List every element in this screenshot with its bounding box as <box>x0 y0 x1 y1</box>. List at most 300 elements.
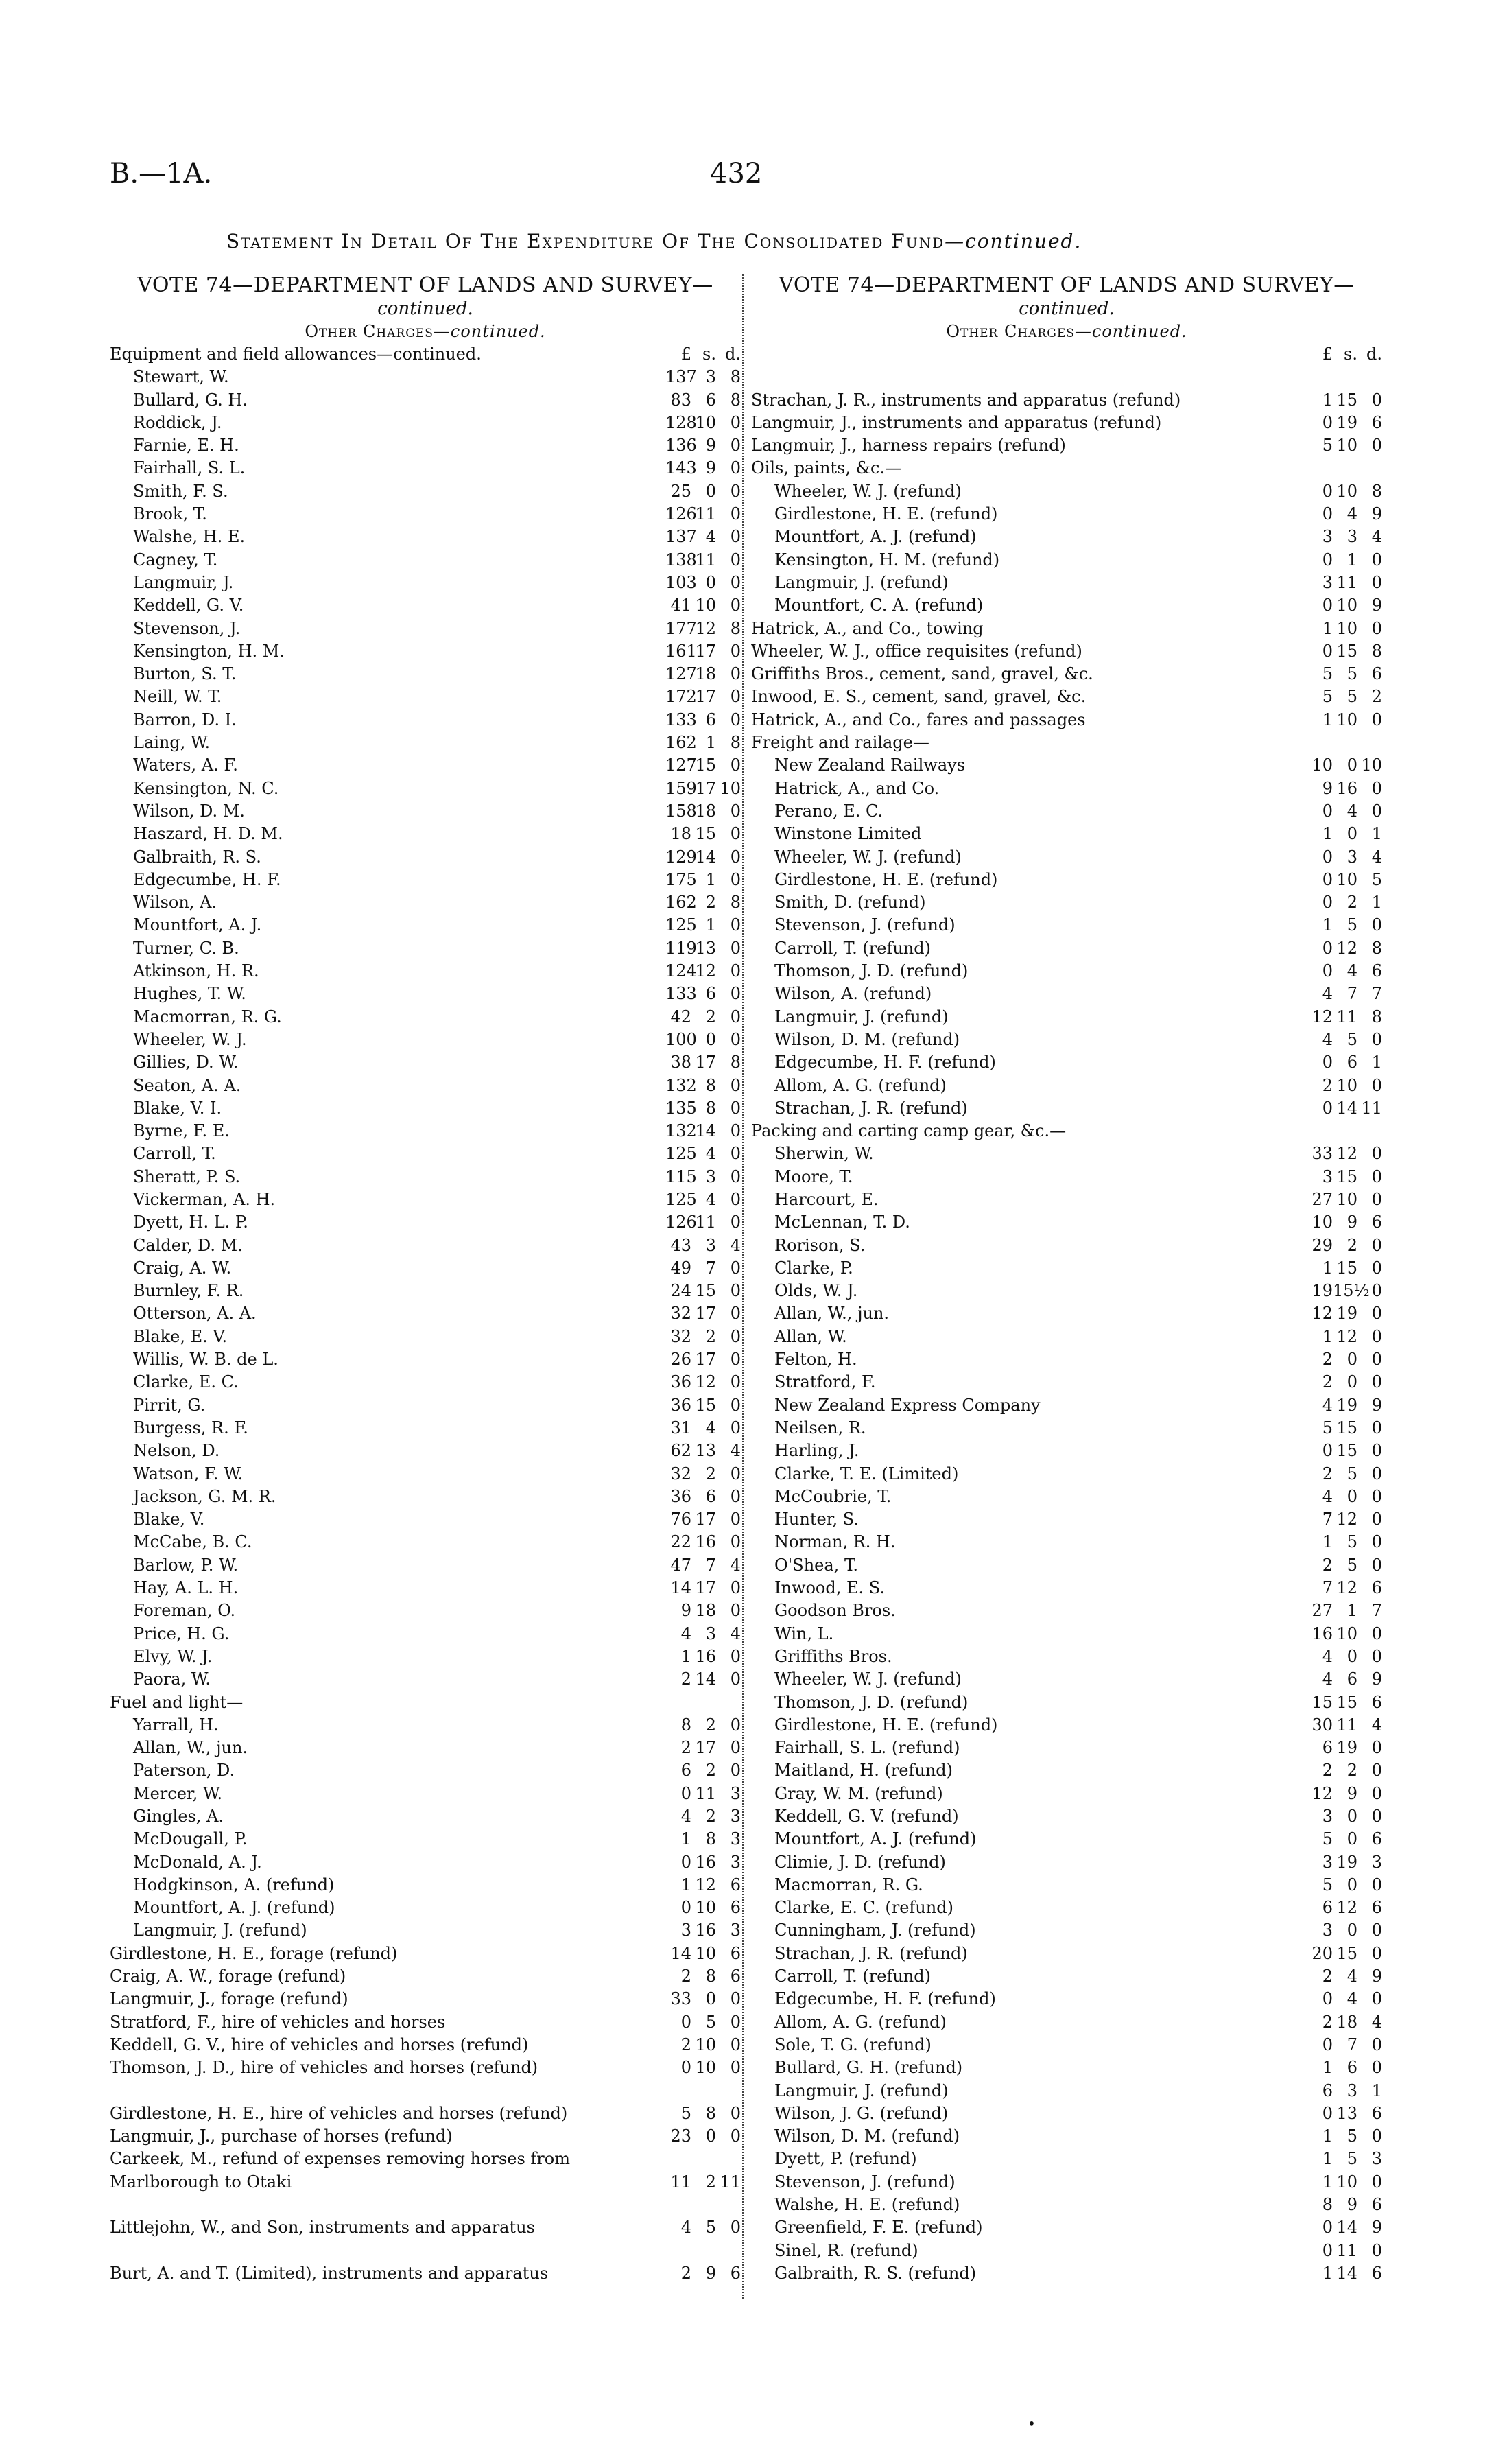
shillings-value: 11 <box>1336 572 1357 592</box>
pounds-value: 3 <box>1322 1166 1333 1186</box>
pence-value: 0 <box>1371 1441 1382 1461</box>
pence-value: 0 <box>1371 1350 1382 1370</box>
pounds-value: 6 <box>1322 1738 1333 1758</box>
pounds-value: 3 <box>1322 1852 1333 1872</box>
ledger-row <box>110 1166 741 1188</box>
pence-value: 0 <box>730 1646 741 1666</box>
shillings-value: 17 <box>695 778 716 798</box>
pounds-value: 162 <box>665 733 697 753</box>
ledger-row <box>751 1166 1382 1188</box>
pounds-value: 4 <box>680 1807 691 1826</box>
shillings-value: 0 <box>705 481 716 501</box>
pence-value: 0 <box>730 938 741 958</box>
pence-value: 9 <box>1371 1669 1382 1689</box>
ledger-row <box>751 1828 1382 1851</box>
other-charges-label: Other Charges <box>305 322 434 341</box>
row-text: Langmuir, J. <box>133 572 234 592</box>
row-amount <box>665 731 741 754</box>
row-amount <box>1307 1486 1382 1508</box>
row-amount <box>665 1737 741 1759</box>
ledger-row <box>751 1463 1382 1486</box>
shillings-value: 4 <box>705 527 716 547</box>
pounds-value: 0 <box>1322 1989 1333 2009</box>
shillings-value: 12 <box>1336 938 1357 958</box>
pounds-value: 76 <box>670 1510 691 1529</box>
ledger-row <box>110 1828 741 1851</box>
pounds-value: 0 <box>1322 869 1333 889</box>
row-text: Strachan, J. R. (refund) <box>774 1098 968 1118</box>
shillings-value: 0 <box>705 1029 716 1049</box>
ledger-row <box>751 526 1382 548</box>
row-text: McDougall, P. <box>133 1829 248 1849</box>
shillings-value: 11 <box>1336 1007 1357 1026</box>
pence-value: 0 <box>730 801 741 821</box>
row-amount <box>1307 2262 1382 2285</box>
row-text: Littlejohn, W., and Son, instruments and apparatus <box>110 2218 535 2238</box>
row-text: Norman, R. H. <box>774 1532 896 1552</box>
row-amount <box>1307 1965 1382 1988</box>
pence-value: 6 <box>1371 2103 1382 2123</box>
pounds-value: 3 <box>1322 1921 1333 1940</box>
pounds-value: 128 <box>665 412 697 432</box>
pence-value: 0 <box>730 1510 741 1529</box>
row-amount <box>665 846 741 869</box>
pence-value: 6 <box>1371 412 1382 432</box>
shillings-value: 10 <box>695 2058 716 2078</box>
row-amount <box>665 1394 741 1417</box>
row-text: Dyett, P. (refund) <box>774 2149 917 2169</box>
row-amount <box>1307 2171 1382 2194</box>
ledger-row <box>751 457 1382 480</box>
ledger-row <box>751 1508 1382 1531</box>
pence-value: 0 <box>730 1075 741 1095</box>
pence-value: 1 <box>1371 1053 1382 1072</box>
row-text: Dyett, H. L. P. <box>133 1212 248 1232</box>
pounds-value: 135 <box>665 1098 697 1118</box>
column-divider <box>742 274 744 2299</box>
row-amount <box>1307 709 1382 731</box>
pence-value: 0 <box>1371 778 1382 798</box>
row-amount <box>1307 1211 1382 1234</box>
pence-value: 1 <box>1371 893 1382 913</box>
pence-value: 1 <box>1371 824 1382 844</box>
pounds-value: 2 <box>680 1669 691 1689</box>
shillings-value: 10 <box>695 2034 716 2054</box>
pounds-value: 11 <box>670 2172 691 2192</box>
ledger-row <box>751 1280 1382 1302</box>
ledger-row <box>110 1531 741 1553</box>
pence-value: 4 <box>1371 1715 1382 1735</box>
shillings-value: 6 <box>705 709 716 729</box>
shillings-value: 4 <box>1346 801 1357 821</box>
shillings-value: 4 <box>705 1418 716 1438</box>
shillings-value: 15½ <box>1333 1281 1370 1301</box>
pounds-value: 5 <box>1322 664 1333 684</box>
ledger-row <box>751 412 1382 434</box>
ledger-row <box>110 1234 741 1257</box>
ledger-row <box>110 1142 741 1165</box>
pounds-value: 1 <box>1322 2263 1333 2283</box>
pounds-value: 4 <box>680 1623 691 1643</box>
row-text: Craig, A. W., forage (refund) <box>110 1967 346 1986</box>
row-text: Inwood, E. S., cement, sand, gravel, &c. <box>751 687 1087 707</box>
shillings-value: 17 <box>695 1738 716 1758</box>
pounds-value: 32 <box>670 1326 691 1346</box>
row-text: Blake, V. <box>133 1510 205 1529</box>
row-text: Clarke, E. C. (refund) <box>774 1898 953 1918</box>
pounds-value: 27 <box>1312 1601 1333 1621</box>
shillings-value: 9 <box>705 436 716 456</box>
ledger-row <box>110 1097 741 1120</box>
row-text: Maitland, H. (refund) <box>774 1761 953 1781</box>
pence-value: 3 <box>730 1783 741 1803</box>
row-amount <box>1307 1463 1382 1486</box>
shillings-value: 15 <box>1336 1418 1357 1438</box>
row-text: Oils, paints, &c.— <box>751 458 902 478</box>
shillings-value: 12 <box>1336 1510 1357 1529</box>
row-amount <box>665 2125 741 2148</box>
ledger-row <box>110 685 741 708</box>
pence-value: 0 <box>730 572 741 592</box>
ledger-row <box>110 983 741 1005</box>
shillings-value: 12 <box>695 961 716 981</box>
pounds-value: 125 <box>665 1189 697 1209</box>
pounds-value: 6 <box>1322 2080 1333 2100</box>
pence-value: 0 <box>730 1098 741 1118</box>
row-text: Langmuir, J., purchase of horses (refund) <box>110 2126 453 2146</box>
row-amount <box>665 457 741 480</box>
shillings-value: 5 <box>1346 687 1357 707</box>
pounds-value: 0 <box>1322 801 1333 821</box>
row-amount <box>1307 1417 1382 1440</box>
row-amount <box>665 1554 741 1577</box>
row-text: Hatrick, A., and Co., fares and passages <box>751 709 1086 729</box>
row-text: Fuel and light— <box>110 1692 244 1712</box>
ledger-row <box>751 2102 1382 2125</box>
row-text: Walshe, H. E. <box>133 527 246 547</box>
row-text: Hatrick, A., and Co. <box>774 778 940 798</box>
row-amount <box>1307 1759 1382 1782</box>
shillings-value: 15 <box>1336 1166 1357 1186</box>
pounds-value: 137 <box>665 367 697 387</box>
pence-value: 6 <box>1371 1898 1382 1918</box>
row-text: Vickerman, A. H. <box>133 1189 276 1209</box>
pounds-value: 0 <box>1322 412 1333 432</box>
row-text: Allan, W. <box>774 1326 847 1346</box>
pounds-value: 24 <box>670 1281 691 1301</box>
ledger-row <box>751 2171 1382 2194</box>
row-amount <box>1307 1714 1382 1737</box>
row-amount <box>665 618 741 640</box>
row-text: Thomson, J. D., hire of vehicles and horses (refund) <box>110 2058 538 2078</box>
pounds-value: 0 <box>680 2058 691 2078</box>
pence-value: 0 <box>730 1281 741 1301</box>
row-amount <box>1307 1440 1382 1462</box>
shillings-value: 3 <box>1346 527 1357 547</box>
pounds-value: 31 <box>670 1418 691 1438</box>
row-text: Barlow, P. W. <box>133 1555 239 1575</box>
ledger-row <box>110 412 741 434</box>
ledger-row <box>110 1805 741 1828</box>
pence-value: 3 <box>730 1921 741 1940</box>
pounds-value: 4 <box>1322 1669 1333 1689</box>
row-text: Bullard, G. H. (refund) <box>774 2058 963 2078</box>
row-amount <box>1307 1166 1382 1188</box>
pence-value: 0 <box>1371 1144 1382 1164</box>
pounds-value: 5 <box>680 2103 691 2123</box>
shillings-value: 15 <box>695 824 716 844</box>
statement-title-continued: —continued. <box>945 230 1082 253</box>
ledger-row <box>751 434 1382 457</box>
pence-value: 0 <box>1371 572 1382 592</box>
row-amount <box>1307 2034 1382 2056</box>
pounds-value: 10 <box>1312 755 1333 775</box>
pence-value: 0 <box>730 1418 741 1438</box>
shillings-value: 2 <box>705 1326 716 1346</box>
ledger-row <box>751 549 1382 572</box>
pence-value: 0 <box>1371 618 1382 638</box>
shillings-value: 9 <box>1346 1212 1357 1232</box>
pence-value: 0 <box>730 1989 741 2009</box>
row-amount <box>665 2034 741 2056</box>
row-amount <box>1307 594 1382 617</box>
pence-value: 0 <box>730 1212 741 1232</box>
shillings-value: 5 <box>1346 2126 1357 2146</box>
pounds-value: 2 <box>680 1738 691 1758</box>
pence-value: 0 <box>730 687 741 707</box>
row-text: McLennan, T. D. <box>774 1212 910 1232</box>
row-text: McCoubrie, T. <box>774 1486 892 1506</box>
ledger-row <box>110 800 741 823</box>
row-amount <box>665 2056 741 2079</box>
pence-value: 0 <box>730 2103 741 2123</box>
row-text: Otterson, A. A. <box>133 1304 257 1324</box>
pounds-value: 2 <box>1322 1555 1333 1575</box>
pounds-value: 3 <box>1322 572 1333 592</box>
currency-units <box>1307 343 1382 366</box>
shillings-value: 17 <box>695 641 716 661</box>
pence-value: 0 <box>730 824 741 844</box>
row-text: Winstone Limited <box>774 824 922 844</box>
row-text: Waters, A. F. <box>133 755 238 775</box>
pounds-value: 2 <box>1322 1761 1333 1781</box>
pounds-value: 1 <box>1322 1532 1333 1552</box>
ledger-row <box>751 1851 1382 1874</box>
pounds-value: 103 <box>665 572 697 592</box>
ledger-row <box>110 1599 741 1622</box>
pounds-value: 10 <box>1312 1212 1333 1232</box>
row-amount <box>1307 572 1382 594</box>
pounds-value: 0 <box>1322 550 1333 570</box>
row-text: Walshe, H. E. (refund) <box>774 2195 960 2215</box>
pounds-value: 15 <box>1312 1692 1333 1712</box>
shillings-value: 12 <box>1336 1144 1357 1164</box>
pence-value: 6 <box>730 2263 741 2283</box>
ledger-row <box>751 503 1382 526</box>
row-amount <box>1307 1234 1382 1257</box>
pence-value: 0 <box>1371 1783 1382 1803</box>
ledger-row <box>751 731 1382 754</box>
shillings-value: 0 <box>705 572 716 592</box>
ledger-row <box>110 914 741 937</box>
pounds-value: 127 <box>665 664 697 684</box>
pence-value: 0 <box>730 1395 741 1415</box>
ledger-row <box>110 389 741 412</box>
pounds-value: 1 <box>1322 390 1333 410</box>
pence-value: 0 <box>730 504 741 524</box>
pence-value: 0 <box>1371 1464 1382 1483</box>
pence-value: 0 <box>730 915 741 935</box>
row-amount <box>1307 1737 1382 1759</box>
row-text: Fairhall, S. L. (refund) <box>774 1738 960 1758</box>
right-column <box>751 273 1382 2285</box>
shillings-value: 4 <box>1346 504 1357 524</box>
row-amount <box>665 1440 741 1462</box>
pounds-value: 83 <box>670 390 691 410</box>
row-amount <box>1307 846 1382 869</box>
shillings-value: 7 <box>1346 2034 1357 2054</box>
ledger-row <box>110 2148 741 2194</box>
ledger-row <box>751 937 1382 960</box>
row-text: Wilson, D. M. <box>133 801 245 821</box>
ledger-row <box>751 1874 1382 1897</box>
ledger-row <box>110 2240 741 2286</box>
shillings-value: 0 <box>1346 755 1357 775</box>
pounds-value: 49 <box>670 1258 691 1278</box>
pence-value: 0 <box>730 984 741 1004</box>
row-text: Gillies, D. W. <box>133 1053 239 1072</box>
ledger-row <box>110 1029 741 1051</box>
pence-value: 0 <box>730 1578 741 1598</box>
row-text: Clarke, T. E. (Limited) <box>774 1464 959 1483</box>
pence-value: 0 <box>730 596 741 615</box>
row-text: Griffiths Bros., cement, sand, gravel, &c. <box>751 664 1093 684</box>
pence-value: 0 <box>1371 390 1382 410</box>
row-text: McDonald, A. J. <box>133 1852 262 1872</box>
row-text: Win, L. <box>774 1623 834 1643</box>
ledger-row <box>751 1006 1382 1029</box>
shillings-value: 15 <box>1336 1258 1357 1278</box>
pence-value: 0 <box>730 1372 741 1392</box>
row-text: Paterson, D. <box>133 1761 235 1781</box>
row-amount <box>665 983 741 1005</box>
shillings-value: 10 <box>1336 436 1357 456</box>
pounds-value: 7 <box>1322 1510 1333 1529</box>
ledger-row <box>110 1371 741 1394</box>
row-amount <box>1307 1828 1382 1851</box>
shillings-value: 11 <box>695 550 716 570</box>
shillings-value: 2 <box>705 1464 716 1483</box>
shillings-value: 8 <box>705 2103 716 2123</box>
shillings-value: 2 <box>705 893 716 913</box>
ledger-row <box>110 1211 741 1234</box>
ledger-row <box>751 1029 1382 1051</box>
row-amount <box>665 777 741 800</box>
row-text: Climie, J. D. (refund) <box>774 1852 946 1872</box>
shillings-value: 10 <box>1336 1623 1357 1643</box>
shillings-value: 13 <box>695 1441 716 1461</box>
ledger-row <box>751 1737 1382 1759</box>
pence-value: 0 <box>1371 1555 1382 1575</box>
shillings-value: 6 <box>1346 1053 1357 1072</box>
row-amount <box>665 1051 741 1074</box>
row-amount <box>1307 891 1382 914</box>
row-amount <box>665 1280 741 1302</box>
pounds-value: 38 <box>670 1053 691 1072</box>
other-charges-heading <box>751 320 1382 343</box>
row-text: Wheeler, W. J. (refund) <box>774 1669 962 1689</box>
pounds-symbol: £ <box>680 344 691 364</box>
row-text: Clarke, P. <box>774 1258 853 1278</box>
row-amount <box>665 2262 741 2285</box>
pounds-value: 2 <box>680 2034 691 2054</box>
pence-value: 0 <box>730 1601 741 1621</box>
pence-value: 8 <box>730 390 741 410</box>
row-amount <box>665 709 741 731</box>
pence-value: 3 <box>730 1807 741 1826</box>
ledger-row <box>110 1851 741 1874</box>
shillings-value: 16 <box>695 1852 716 1872</box>
shillings-value: 19 <box>1336 1304 1357 1324</box>
pounds-value: 5 <box>1322 1875 1333 1894</box>
row-amount <box>1307 1029 1382 1051</box>
pounds-value: 0 <box>1322 2218 1333 2238</box>
row-amount <box>665 2102 741 2125</box>
row-text: Wilson, A. (refund) <box>774 984 932 1004</box>
row-amount <box>665 366 741 388</box>
row-text: Atkinson, H. R. <box>133 961 259 981</box>
ledger-row <box>751 777 1382 800</box>
ledger-row <box>110 1280 741 1302</box>
ledger-row <box>110 1120 741 1142</box>
row-text: Olds, W. J. <box>774 1281 858 1301</box>
pence-value: 0 <box>730 1532 741 1552</box>
row-amount <box>665 1211 741 1234</box>
pounds-value: 0 <box>680 1898 691 1918</box>
pounds-value: 133 <box>665 709 697 729</box>
row-text: Price, H. G. <box>133 1623 230 1643</box>
vote-continued: continued. <box>377 298 473 319</box>
row-amount <box>1307 1691 1382 1714</box>
row-text: Smith, D. (refund) <box>774 893 926 913</box>
pence-value: 0 <box>1371 1532 1382 1552</box>
pence-value: 8 <box>730 367 741 387</box>
pounds-value: 6 <box>1322 1898 1333 1918</box>
pounds-value: 12 <box>1312 1783 1333 1803</box>
shillings-value: 14 <box>1336 2263 1357 2283</box>
pounds-value: 36 <box>670 1486 691 1506</box>
row-text: Sole, T. G. (refund) <box>774 2034 932 2054</box>
row-text: Blake, V. I. <box>133 1098 222 1118</box>
row-amount <box>665 572 741 594</box>
ledger-row <box>110 1623 741 1645</box>
row-text: Stratford, F., hire of vehicles and horses <box>110 2012 446 2032</box>
ledger-row <box>110 1874 741 1897</box>
ledger-row <box>110 1006 741 1029</box>
ledger-row <box>110 480 741 503</box>
shillings-symbol: s. <box>1344 344 1357 364</box>
pounds-value: 0 <box>1322 641 1333 661</box>
row-amount <box>665 754 741 777</box>
ledger-row <box>751 2216 1382 2239</box>
pence-value: 4 <box>730 1623 741 1643</box>
ledger-row <box>110 1783 741 1805</box>
ledger-row <box>110 777 741 800</box>
pence-value: 0 <box>730 550 741 570</box>
row-text: Hunter, S. <box>774 1510 859 1529</box>
pounds-value: 4 <box>1322 1029 1333 1049</box>
pounds-value: 0 <box>1322 504 1333 524</box>
